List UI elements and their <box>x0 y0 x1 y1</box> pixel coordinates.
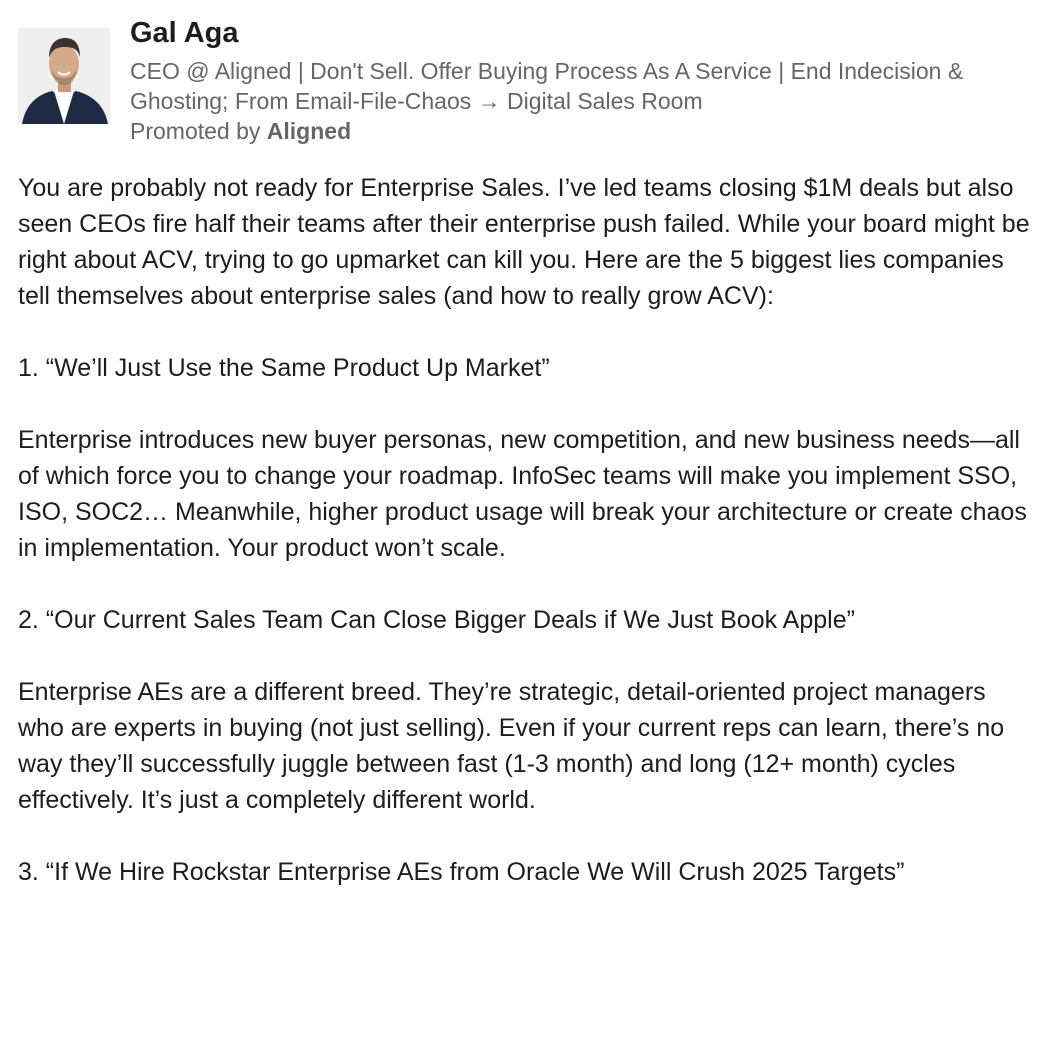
paragraph-gap <box>18 386 1034 422</box>
paragraph-gap <box>18 566 1034 602</box>
profile-photo-icon <box>18 28 110 124</box>
point2-title: 2. “Our Current Sales Team Can Close Bigger Deals if We Just Book Apple” <box>18 606 855 634</box>
point3-title: 3. “If We Hire Rockstar Enterprise AEs from Oracle We Will Crush 2025 Targets” <box>18 858 905 886</box>
post-text <box>18 170 1037 890</box>
post-intro: You are probably not ready for Enterprise Sales. I’ve led teams closing $1M deals but also seen CEOs fire half their teams after their enterprise push failed. While your board might be right about ACV, trying to go upmarket can kill you. Here are the 5 biggest lies companies tell themselves about enterprise sales (and how to really grow ACV): <box>18 174 1037 310</box>
point1-body: Enterprise introduces new buyer personas, new competition, and new business needs—all of which force you to change your roadmap. InfoSec teams will make you implement SSO, ISO, SOC2… Meanwhile, higher product usage will break your architecture or create chaos in implementation. Your product won’t scale. <box>18 426 1034 562</box>
author-avatar[interactable] <box>18 28 110 124</box>
point1-title: 1. “We’ll Just Use the Same Product Up Market” <box>18 354 550 382</box>
paragraph-gap <box>18 638 1034 674</box>
promoted-label <box>130 116 1034 146</box>
post-header <box>18 14 1034 154</box>
author-name[interactable]: Gal Aga <box>130 17 239 49</box>
paragraph-gap <box>18 314 1034 350</box>
paragraph-gap <box>18 818 1034 854</box>
author-headline: CEO @ Aligned | Don't Sell. Offer Buying Process As A Service | End Indecision & Ghosting; From Email-File-Chaos → Digital Sales Room <box>130 58 964 114</box>
promoted-company[interactable]: Aligned <box>266 118 352 144</box>
promoted-prefix: Promoted by <box>130 118 261 144</box>
author-info <box>130 14 1034 146</box>
point2-body: Enterprise AEs are a different breed. They’re strategic, detail-oriented project managers who are experts in buying (not just selling). Even if your current reps can learn, there’s no way they’ll successfully juggle between fast (1-3 month) and long (12+ month) cycles effectively. It’s just a completely different world. <box>18 678 1012 814</box>
